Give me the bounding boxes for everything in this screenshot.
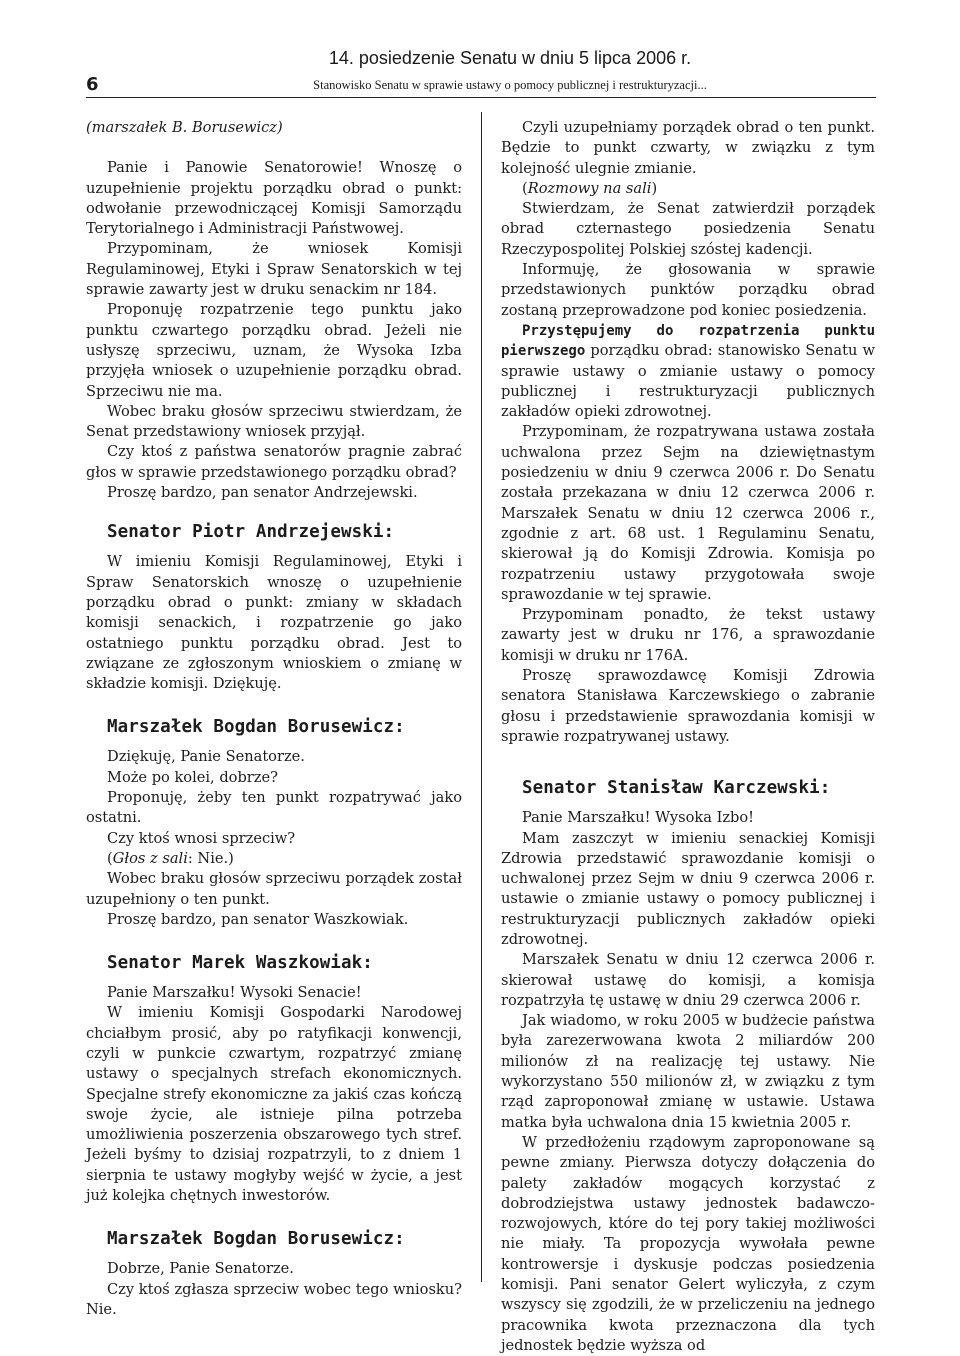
stage-direction-italic: Rozmowy na sali [527, 179, 652, 197]
paragraph: Mam zaszczyt w imieniu senackiej Komisji Zdrowia przedstawić sprawozdanie komisji o uchwalonej przez Sejm w dniu 9 czerwca 2006 r. ustawie o zmianie ustawy o pomocy publicznej i restrukturyzacji publicznych zakładów opieki zdrowotnej. [501, 829, 875, 948]
agenda-lead-paragraph [501, 321, 875, 422]
stage-direction-prefix: ( [107, 849, 113, 867]
paragraph: W imieniu Komisji Regulaminowej, Etyki i Spraw Senatorskich wnoszę o uzupełnienie porządku obrad o punkt: zmiany w składach komisji senackich, i rozpatrzenie go jako ostatniego punktu porządku obrad. Jest to związane ze zgłoszonym wnioskiem o zmianę w składzie komisji. Dziękuję. [86, 553, 462, 693]
paragraph: Czy ktoś wnosi sprzeciw? [107, 829, 296, 847]
running-header-subtitle: Stanowisko Senatu w sprawie ustawy o pomocy publicznej i restrukturyzacji... [313, 78, 707, 92]
running-header-title: 14. posiedzenie Senatu w dniu 5 lipca 2006 r. [328, 48, 692, 68]
paragraph: Przypominam ponadto, że tekst ustawy zawarty jest w druku nr 176, a sprawozdanie komisji w druku nr 176A. [501, 606, 875, 664]
speaker-heading: Marszałek Bogdan Borusewicz: [107, 1229, 405, 1250]
paragraph: Przypominam, że rozpatrywana ustawa została uchwalona przez Sejm na dziewiętnastym posiedzeniu w dniu 9 czerwca 2006 r. Do Senatu została przekazana w dniu 12 czerwca 2006 r. Marszałek Senatu w dniu 12 czerwca 2006 r., zgodnie z art. 68 ust. 1 Regulaminu Senatu, skierował ją do Komisji Zdrowia. Komisja po rozpatrzeniu ustawy przygotowała swoje sprawozdanie w tej sprawie. [501, 423, 875, 603]
paragraph: Proponuję, żeby ten punkt rozpatrywać jako ostatni. [86, 789, 462, 827]
agenda-lead-rest: porządku obrad: stanowisko Senatu w sprawie ustawy o zmianie ustawy o pomocy publicznej i restrukturyzacji publicznych zakładów opieki zdrowotnej. [501, 342, 875, 421]
speaker-heading: Senator Piotr Andrzejewski: [107, 522, 395, 543]
paragraph: Dobrze, Panie Senatorze. [107, 1260, 294, 1278]
stage-direction [86, 849, 462, 869]
paragraph: Proszę bardzo, pan senator Waszkowiak. [107, 910, 409, 928]
paragraph: Wobec braku głosów sprzeciwu stwierdzam, że Senat przedstawiony wniosek przyjął. [86, 402, 462, 441]
page-number: 6 [86, 74, 99, 95]
paragraph: Wobec braku głosów sprzeciwu porządek został uzupełniony o ten punkt. [86, 870, 462, 908]
paragraph: Stwierdzam, że Senat zatwierdził porządek obrad czternastego posiedzenia Senatu Rzeczypospolitej Polskiej szóstej kadencji. [501, 200, 875, 258]
paragraph: Przypominam, że wniosek Komisji Regulaminowej, Etyki i Spraw Senatorskich w tej sprawie zawarty jest w druku senackim nr 184. [86, 240, 462, 299]
stage-direction-suffix: ) [651, 179, 658, 197]
speaker-heading: Senator Marek Waszkowiak: [107, 953, 373, 974]
paragraph: Proszę sprawozdawcę Komisji Zdrowia senatora Stanisława Karczewskiego o zabranie głosu i przedstawienie sprawozdania komisji w sprawie rozpatrywanej ustawy. [501, 667, 875, 745]
stage-direction-prefix: ( [522, 179, 528, 197]
stage-direction-suffix: : Nie.) [187, 849, 234, 867]
stage-direction [501, 179, 875, 199]
paragraph: Dziękuję, Panie Senatorze. [107, 748, 305, 766]
paragraph: Może po kolei, dobrze? [107, 768, 278, 786]
paragraph: Marszałek Senatu w dniu 12 czerwca 2006 r. skierował ustawę do komisji, a komisja rozpatrzyła tę ustawę w dniu 29 czerwca 2006 r. [501, 951, 875, 1009]
left-column [86, 118, 462, 1320]
paragraph: Proszę bardzo, pan senator Andrzejewski. [107, 484, 418, 502]
paragraph: Czy ktoś zgłasza sprzeciw wobec tego wniosku? Nie. [86, 1280, 462, 1318]
paragraph: Proponuję rozpatrzenie tego punktu jako punktu czwartego porządku obrad. Jeżeli nie usłyszę sprzeciwu, uznam, że Wysoka Izba przyjęła wniosek o uzupełnienie porządku obrad. Sprzeciwu nie ma. [86, 301, 462, 400]
paragraph: Panie i Panowie Senatorowie! Wnoszę o uzupełnienie projektu porządku obrad o punkt: odwołanie przewodniczącej Komisji Samorządu Terytorialnego i Administracji Państwowej. [86, 159, 462, 238]
paragraph: Panie Marszałku! Wysoki Senacie! [107, 984, 362, 1002]
continuation-speaker: (marszałek B. Borusewicz) [86, 119, 283, 136]
paragraph: Panie Marszałku! Wysoka Izbo! [522, 809, 755, 827]
speaker-heading: Senator Stanisław Karczewski: [522, 778, 831, 799]
paragraph: Jak wiadomo, w roku 2005 w budżecie państwa była zarezerwowana kwota 2 miliardów 200 milionów zł na realizację tej ustawy. Nie wykorzystano 550 milionów zł, w związku z tym rząd zaproponował zmianę w ustawie. Ustawa matka była uchwalona dnia 15 kwietnia 2005 r. [501, 1012, 875, 1131]
stage-direction-italic: Głos z sali [112, 849, 188, 867]
paragraph: W imieniu Komisji Gospodarki Narodowej chciałbym prosić, aby po ratyfikacji konwencji, czyli w punkcie czwartym, rozpatrzyć zmianę ustawy o specjalnych strefach ekonomicznych. Specjalne strefy ekonomiczne za jakiś czas kończą swoje życie, ale istnieje pilna potrzeba umożliwienia poszerzenia obszarowego tych stref. Jeżeli byśmy to dzisiaj rozpatrzyli, to z dniem 1 sierpnia te ustawy mogłyby wejść w życie, a jest już kolejka chętnych inwestorów. [86, 1004, 462, 1205]
paragraph: Czyli uzupełniamy porządek obrad o ten punkt. Będzie to punkt czwarty, w związku z tym kolejność ulegnie zmianie. [501, 119, 875, 177]
right-column [501, 118, 875, 1356]
paragraph: Informuję, że głosowania w sprawie przedstawionych punktów porządku obrad zostaną przeprowadzone pod koniec posiedzenia. [501, 261, 875, 319]
paragraph: Czy ktoś z państwa senatorów pragnie zabrać głos w sprawie przedstawionego porządku obrad? [86, 443, 462, 481]
agenda-lead-bold: Przystępujemy do rozpatrzenia punktu pierwszego [501, 322, 875, 360]
speaker-heading: Marszałek Bogdan Borusewicz: [107, 717, 405, 738]
header-divider [86, 97, 876, 98]
column-divider [481, 112, 482, 1282]
paragraph: W przedłożeniu rządowym zaproponowane są pewne zmiany. Pierwsza dotyczy dołączenia do palety zakładów mogących korzystać z dobrodziejstwa ustawy jednostek badawczo-rozwojowych, które do tej pory takiej możliwości nie miały. Ta propozycja wywołała pewne kontrowersje i dyskusje podczas posiedzenia komisji. Pani senator Gelert wyliczyła, z czym wszyscy się zgodzili, że w przeliczeniu na jednego pracownika kwota przeznaczona dla tych jednostek będzie wyższa od [501, 1133, 875, 1354]
